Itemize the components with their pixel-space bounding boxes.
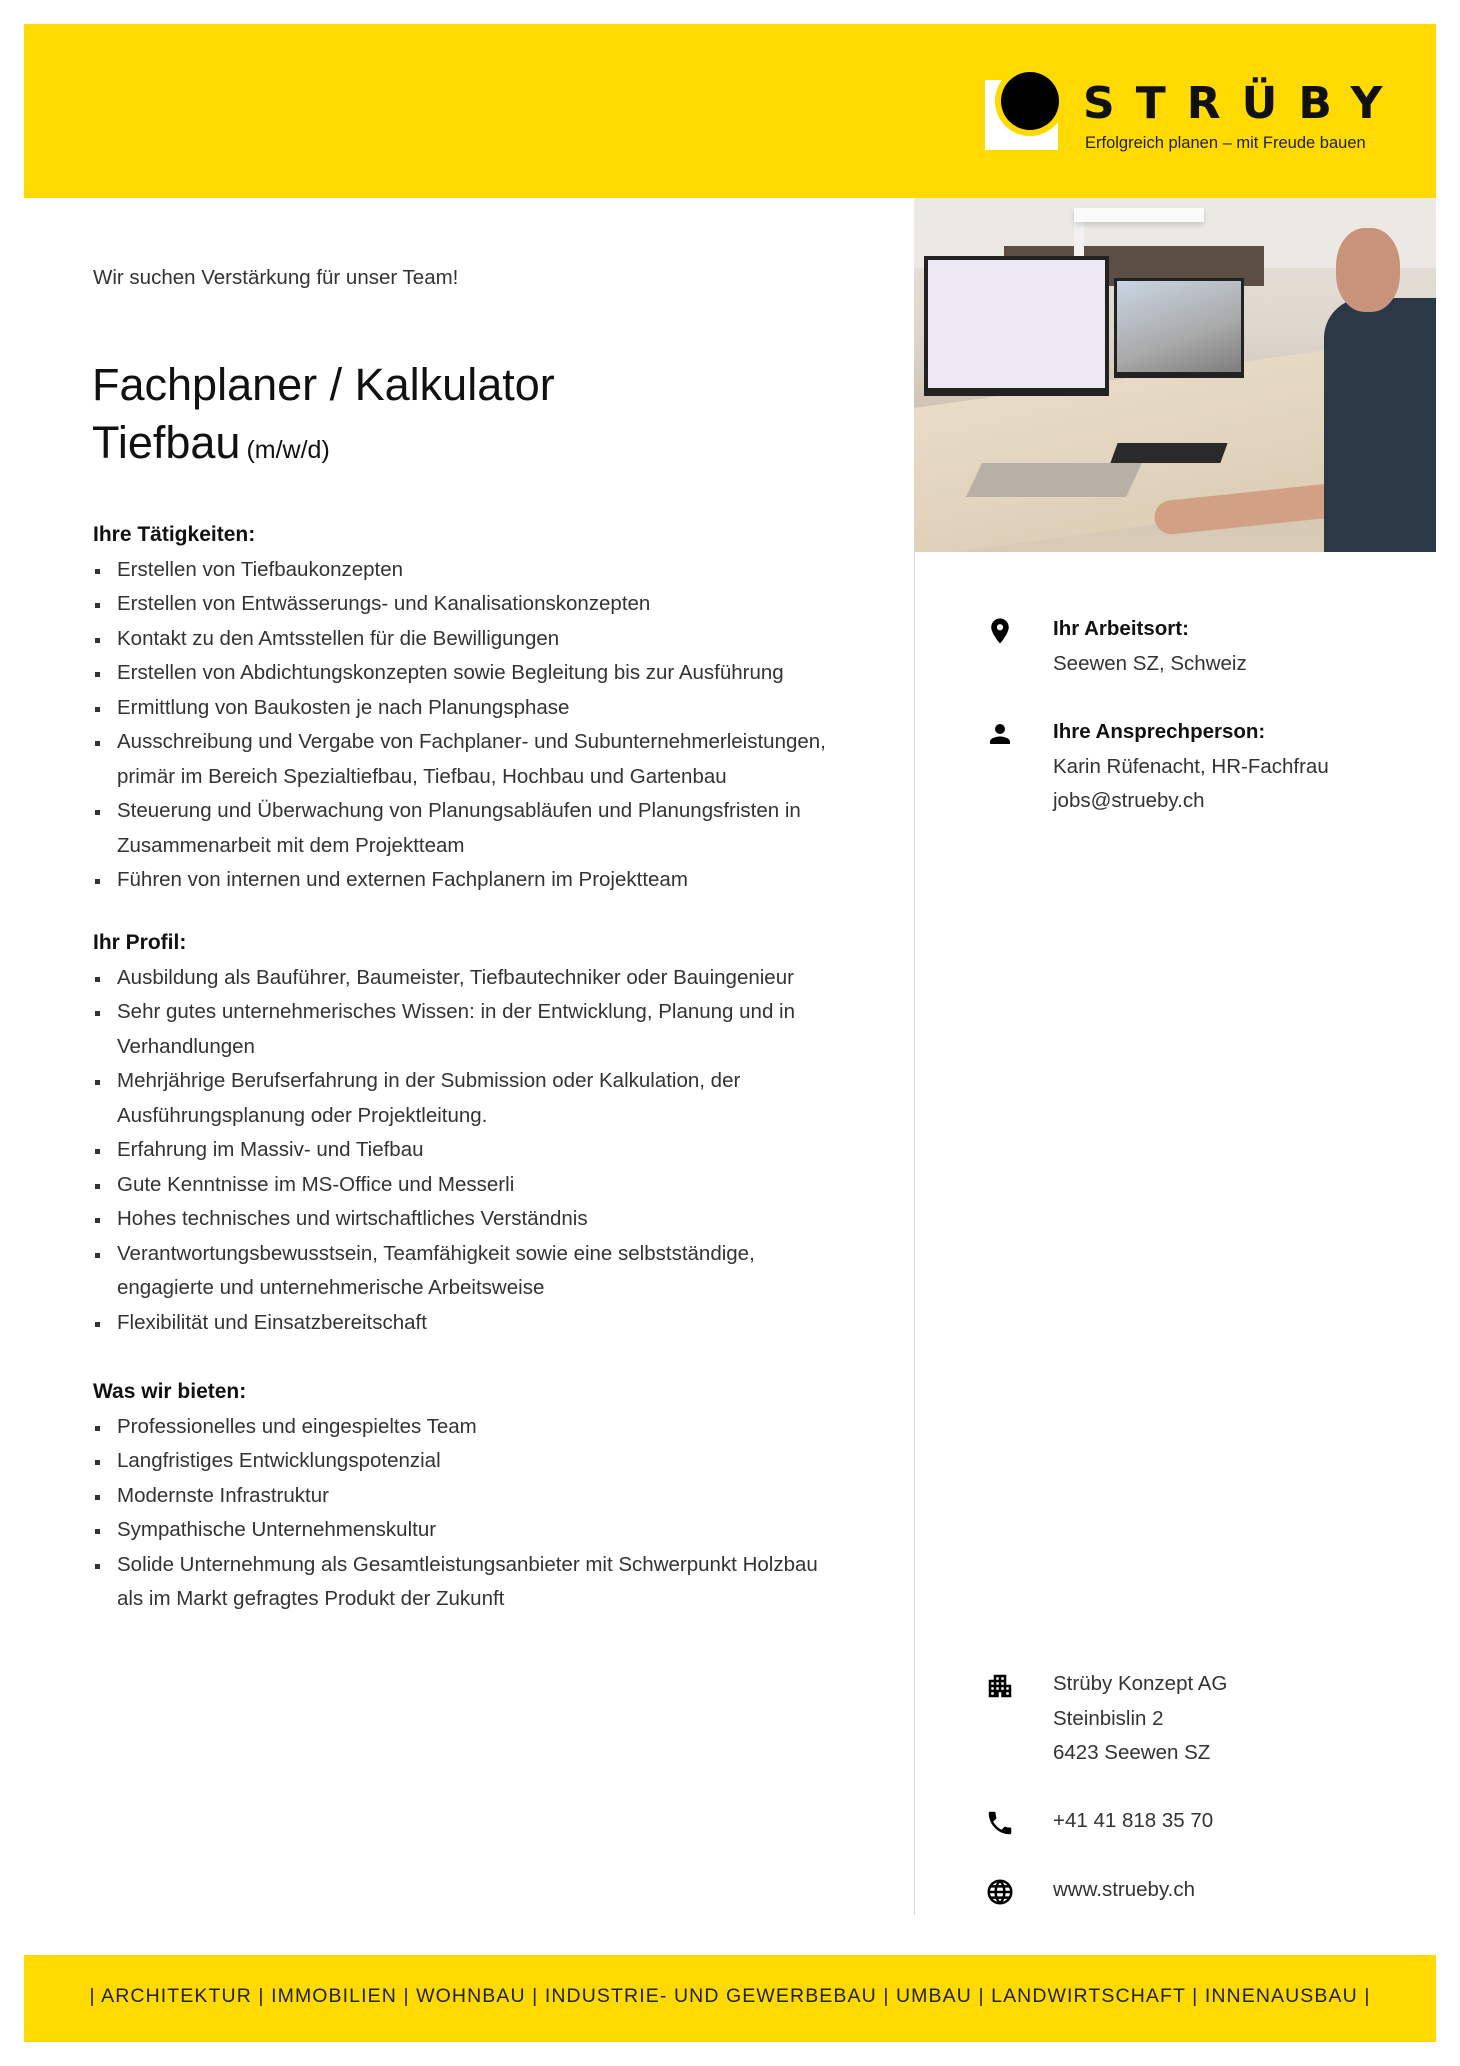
bullet-icon <box>95 810 100 815</box>
list-item: Ermittlung von Baukosten je nach Planungsphase <box>93 691 873 726</box>
office-photo <box>914 198 1436 552</box>
bullet-icon <box>95 1529 100 1534</box>
bullet-icon <box>95 1011 100 1016</box>
bullet-icon <box>95 603 100 608</box>
phone-number[interactable]: +41 41 818 35 70 <box>1053 1809 1214 1832</box>
intro-text: Wir suchen Verstärkung für unser Team! <box>93 266 459 289</box>
profile-list <box>93 961 873 1341</box>
bullet-icon <box>95 638 100 643</box>
list-item-continuation: primär im Bereich Spezialtiefbau, Tiefbau, Hochbau und Gartenbau <box>117 764 727 788</box>
person-icon <box>985 719 1015 749</box>
bullet-icon <box>95 1080 100 1085</box>
list-item: Mehrjährige Berufserfahrung in der Submission oder Kalkulation, der <box>93 1064 873 1099</box>
photo-lamp <box>1074 208 1204 222</box>
company-name: Strüby Konzept AG <box>1053 1672 1228 1695</box>
list-item: Erstellen von Tiefbaukonzepten <box>93 553 873 588</box>
footer-categories: | ARCHITEKTUR | IMMOBILIEN | WOHNBAU | INDUSTRIE- UND GEWERBEBAU | UMBAU | LANDWIRTSCHAFT | INNENAUSBAU | <box>89 1985 1371 2007</box>
bullet-icon <box>95 1495 100 1500</box>
bullet-icon <box>95 1564 100 1569</box>
globe-icon <box>985 1877 1015 1907</box>
phone-icon <box>985 1808 1015 1838</box>
workplace-value: Seewen SZ, Schweiz <box>1053 651 1247 675</box>
list-item: Kontakt zu den Amtsstellen für die Bewilligungen <box>93 622 873 657</box>
bullet-icon <box>95 1426 100 1431</box>
list-item: Langfristiges Entwicklungspotenzial <box>93 1444 873 1479</box>
bullet-icon <box>95 707 100 712</box>
section-angebot <box>93 1375 873 1617</box>
list-item: Sympathische Unternehmenskultur <box>93 1513 873 1548</box>
list-item-continuation: Verhandlungen <box>117 1034 255 1058</box>
offer-list <box>93 1410 873 1617</box>
building-icon <box>985 1671 1015 1701</box>
list-item: Sehr gutes unternehmerisches Wissen: in der Entwicklung, Planung und in <box>93 995 873 1030</box>
bullet-icon <box>95 672 100 677</box>
bullet-icon <box>95 1460 100 1465</box>
logo-tagline: Erfolgreich planen – mit Freude bauen <box>1085 134 1366 152</box>
bullet-icon <box>95 879 100 884</box>
bullet-icon <box>95 1322 100 1327</box>
bullet-icon <box>95 1253 100 1258</box>
job-title-line1: Fachplaner / Kalkulator <box>92 359 555 410</box>
company-city: 6423 Seewen SZ <box>1053 1741 1211 1764</box>
company-street: Steinbislin 2 <box>1053 1706 1164 1730</box>
photo-laptop <box>966 463 1142 497</box>
list-item: Gute Kenntnisse im MS-Office und Messerli <box>93 1168 873 1203</box>
strueby-logo <box>985 68 1404 163</box>
list-item: Erstellen von Entwässerungs- und Kanalisationskonzepten <box>93 587 873 622</box>
section-taetigkeiten <box>93 518 873 898</box>
list-item: Professionelles und eingespieltes Team <box>93 1410 873 1445</box>
list-item: Ausschreibung und Vergabe von Fachplaner- und Subunternehmerleistungen, <box>93 725 873 760</box>
photo-keyboard <box>1110 443 1227 463</box>
section-heading: Ihre Tätigkeiten: <box>93 523 256 546</box>
list-item-continuation: engagierte und unternehmerische Arbeitsweise <box>117 1276 545 1299</box>
photo-person <box>1314 228 1436 552</box>
contact-label: Ihre Ansprechperson: <box>1053 720 1266 743</box>
column-divider <box>914 552 915 1915</box>
gender-suffix: (m/w/d) <box>246 436 330 464</box>
list-item: Flexibilität und Einsatzbereitschaft <box>93 1306 873 1341</box>
section-heading: Was wir bieten: <box>93 1380 247 1403</box>
list-item: Ausbildung als Bauführer, Baumeister, Tiefbautechniker oder Bauingenieur <box>93 961 873 996</box>
list-item: Führen von internen und externen Fachplanern im Projektteam <box>93 863 873 898</box>
list-item-continuation: Zusammenarbeit mit dem Projektteam <box>117 833 465 857</box>
list-item: Steuerung und Überwachung von Planungsabläufen und Planungsfristen in <box>93 794 873 829</box>
contact-email[interactable]: jobs@strueby.ch <box>1053 789 1205 812</box>
footer-banner <box>24 1955 1436 2042</box>
task-list <box>93 553 873 898</box>
section-profil <box>93 926 873 1340</box>
workplace-label: Ihr Arbeitsort: <box>1053 617 1189 640</box>
bullet-icon <box>95 1184 100 1189</box>
logo-black-circle <box>1001 72 1059 130</box>
list-item-continuation: als im Markt gefragtes Produkt der Zukunft <box>117 1587 505 1610</box>
list-item-continuation: Ausführungsplanung oder Projektleitung. <box>117 1103 488 1127</box>
bullet-icon <box>95 741 100 746</box>
photo-monitor-right <box>1114 278 1244 378</box>
location-pin-icon <box>985 616 1015 646</box>
list-item: Verantwortungsbewusstsein, Teamfähigkeit sowie eine selbstständige, <box>93 1237 873 1272</box>
job-title <box>92 356 555 479</box>
list-item: Modernste Infrastruktur <box>93 1479 873 1514</box>
logo-wordmark: STRÜBY <box>1083 78 1404 129</box>
job-title-line2: Tiefbau (m/w/d) <box>92 417 330 468</box>
bullet-icon <box>95 977 100 982</box>
bullet-icon <box>95 1149 100 1154</box>
bullet-icon <box>95 569 100 574</box>
list-item: Erfahrung im Massiv- und Tiefbau <box>93 1133 873 1168</box>
list-item: Hohes technisches und wirtschaftliches Verständnis <box>93 1202 873 1237</box>
photo-monitor-left <box>924 256 1109 396</box>
list-item: Solide Unternehmung als Gesamtleistungsanbieter mit Schwerpunkt Holzbau <box>93 1548 873 1583</box>
list-item: Erstellen von Abdichtungskonzepten sowie Begleitung bis zur Ausführung <box>93 656 873 691</box>
section-heading: Ihr Profil: <box>93 931 187 954</box>
contact-name: Karin Rüfenacht, HR-Fachfrau <box>1053 754 1329 778</box>
bullet-icon <box>95 1218 100 1223</box>
website-link[interactable]: www.strueby.ch <box>1053 1878 1196 1901</box>
